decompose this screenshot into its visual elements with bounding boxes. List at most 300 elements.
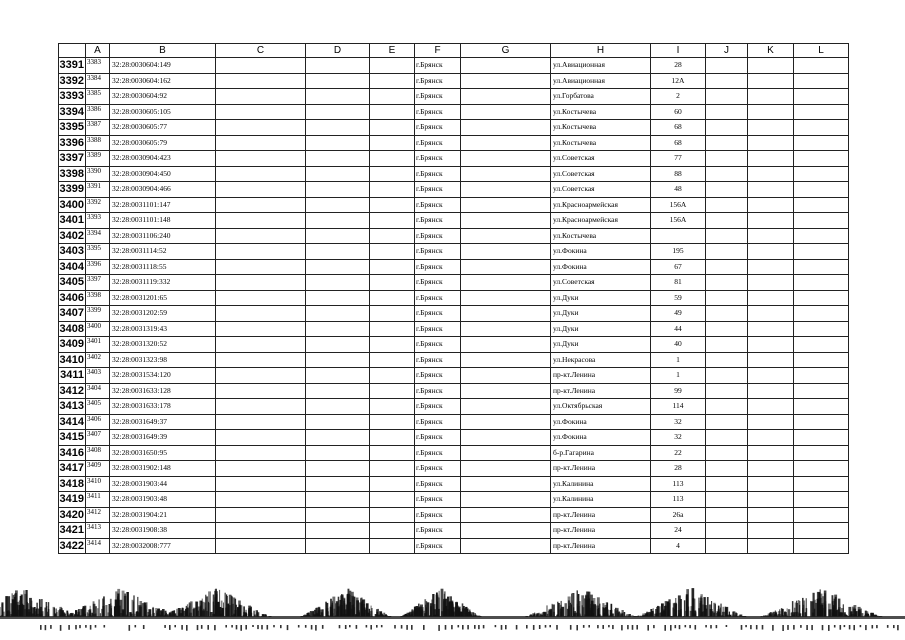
cell-h[interactable]: б-р.Гагарина — [551, 445, 651, 461]
cell-j[interactable] — [706, 244, 748, 260]
cell-d[interactable] — [306, 383, 370, 399]
cell-j[interactable] — [706, 399, 748, 415]
cell-i[interactable]: 4 — [651, 538, 706, 554]
cell-b[interactable]: 32:28:0031903:48 — [110, 492, 216, 508]
cell-k[interactable] — [748, 120, 794, 136]
cell-a[interactable]: 3408 — [86, 445, 110, 461]
cell-k[interactable] — [748, 430, 794, 446]
row-number-header[interactable]: 3395 — [59, 121, 84, 134]
cell-c[interactable] — [216, 213, 306, 229]
cell-c[interactable] — [216, 120, 306, 136]
cell-d[interactable] — [306, 337, 370, 353]
row-number-header[interactable]: 3419 — [59, 493, 84, 506]
cell-d[interactable] — [306, 58, 370, 74]
cell-e[interactable] — [370, 135, 415, 151]
cell-g[interactable] — [461, 337, 551, 353]
cell-c[interactable] — [216, 290, 306, 306]
cell-l[interactable] — [794, 461, 849, 477]
cell-l[interactable] — [794, 306, 849, 322]
column-header-b[interactable]: B — [110, 44, 216, 58]
cell-l[interactable] — [794, 445, 849, 461]
cell-f[interactable]: г.Брянск — [415, 523, 461, 539]
cell-a[interactable]: 3390 — [86, 166, 110, 182]
cell-d[interactable] — [306, 166, 370, 182]
cell-e[interactable] — [370, 492, 415, 508]
cell-i[interactable]: 28 — [651, 461, 706, 477]
cell-d[interactable] — [306, 244, 370, 260]
cell-b[interactable]: 32:28:0031633:128 — [110, 383, 216, 399]
cell-h[interactable]: ул.Дуки — [551, 337, 651, 353]
cell-i[interactable]: 113 — [651, 476, 706, 492]
cell-c[interactable] — [216, 337, 306, 353]
row-number-header[interactable]: 3393 — [59, 90, 84, 103]
cell-h[interactable]: пр-кт.Ленина — [551, 538, 651, 554]
cell-d[interactable] — [306, 538, 370, 554]
cell-j[interactable] — [706, 151, 748, 167]
column-header-a[interactable]: A — [86, 44, 110, 58]
cell-b[interactable]: 32:28:0031649:39 — [110, 430, 216, 446]
cell-c[interactable] — [216, 306, 306, 322]
cell-b[interactable]: 32:28:0030604:149 — [110, 58, 216, 74]
cell-g[interactable] — [461, 492, 551, 508]
cell-i[interactable]: 156А — [651, 213, 706, 229]
cell-h[interactable]: ул.Фокина — [551, 244, 651, 260]
cell-f[interactable]: г.Брянск — [415, 538, 461, 554]
cell-k[interactable] — [748, 290, 794, 306]
cell-j[interactable] — [706, 197, 748, 213]
cell-k[interactable] — [748, 135, 794, 151]
cell-g[interactable] — [461, 89, 551, 105]
cell-h[interactable]: ул.Калинина — [551, 492, 651, 508]
cell-l[interactable] — [794, 414, 849, 430]
cell-f[interactable]: г.Брянск — [415, 290, 461, 306]
cell-b[interactable]: 32:28:0031101:147 — [110, 197, 216, 213]
cell-f[interactable]: г.Брянск — [415, 89, 461, 105]
cell-i[interactable]: 1 — [651, 368, 706, 384]
cell-l[interactable] — [794, 492, 849, 508]
cell-d[interactable] — [306, 213, 370, 229]
cell-g[interactable] — [461, 368, 551, 384]
cell-g[interactable] — [461, 352, 551, 368]
cell-k[interactable] — [748, 461, 794, 477]
cell-j[interactable] — [706, 73, 748, 89]
cell-c[interactable] — [216, 58, 306, 74]
cell-k[interactable] — [748, 166, 794, 182]
row-number-header[interactable]: 3422 — [59, 539, 84, 552]
cell-h[interactable]: ул.Фокина — [551, 259, 651, 275]
cell-d[interactable] — [306, 135, 370, 151]
cell-b[interactable]: 32:28:0031319:43 — [110, 321, 216, 337]
cell-b[interactable]: 32:28:0031202:59 — [110, 306, 216, 322]
cell-b[interactable]: 32:28:0031201:65 — [110, 290, 216, 306]
cell-a[interactable]: 3414 — [86, 538, 110, 554]
cell-b[interactable]: 32:28:0031534:120 — [110, 368, 216, 384]
cell-i[interactable]: 156А — [651, 197, 706, 213]
cell-k[interactable] — [748, 399, 794, 415]
cell-i[interactable]: 114 — [651, 399, 706, 415]
cell-f[interactable]: г.Брянск — [415, 197, 461, 213]
cell-d[interactable] — [306, 352, 370, 368]
column-header-g[interactable]: G — [461, 44, 551, 58]
cell-j[interactable] — [706, 383, 748, 399]
cell-d[interactable] — [306, 476, 370, 492]
cell-j[interactable] — [706, 523, 748, 539]
cell-c[interactable] — [216, 228, 306, 244]
cell-j[interactable] — [706, 430, 748, 446]
cell-k[interactable] — [748, 259, 794, 275]
cell-a[interactable]: 3384 — [86, 73, 110, 89]
cell-a[interactable]: 3386 — [86, 104, 110, 120]
cell-i[interactable]: 195 — [651, 244, 706, 260]
cell-i[interactable]: 81 — [651, 275, 706, 291]
cell-l[interactable] — [794, 368, 849, 384]
cell-c[interactable] — [216, 135, 306, 151]
column-header-h[interactable]: H — [551, 44, 651, 58]
cell-l[interactable] — [794, 73, 849, 89]
cell-g[interactable] — [461, 383, 551, 399]
cell-j[interactable] — [706, 275, 748, 291]
cell-d[interactable] — [306, 73, 370, 89]
cell-e[interactable] — [370, 414, 415, 430]
cell-g[interactable] — [461, 461, 551, 477]
cell-f[interactable]: г.Брянск — [415, 492, 461, 508]
cell-c[interactable] — [216, 89, 306, 105]
cell-i[interactable]: 67 — [651, 259, 706, 275]
cell-h[interactable]: ул.Фокина — [551, 414, 651, 430]
cell-j[interactable] — [706, 538, 748, 554]
cell-k[interactable] — [748, 538, 794, 554]
cell-h[interactable]: ул.Горбатова — [551, 89, 651, 105]
cell-e[interactable] — [370, 182, 415, 198]
cell-e[interactable] — [370, 120, 415, 136]
cell-g[interactable] — [461, 290, 551, 306]
cell-g[interactable] — [461, 197, 551, 213]
cell-b[interactable]: 32:28:0030904:423 — [110, 151, 216, 167]
cell-l[interactable] — [794, 383, 849, 399]
cell-l[interactable] — [794, 430, 849, 446]
cell-c[interactable] — [216, 461, 306, 477]
cell-f[interactable]: г.Брянск — [415, 244, 461, 260]
cell-d[interactable] — [306, 290, 370, 306]
cell-g[interactable] — [461, 182, 551, 198]
cell-j[interactable] — [706, 89, 748, 105]
cell-a[interactable]: 3411 — [86, 492, 110, 508]
row-number-header[interactable]: 3401 — [59, 214, 84, 227]
cell-k[interactable] — [748, 383, 794, 399]
cell-b[interactable]: 32:28:0031650:95 — [110, 445, 216, 461]
cell-i[interactable]: 32 — [651, 414, 706, 430]
cell-a[interactable]: 3394 — [86, 228, 110, 244]
cell-f[interactable]: г.Брянск — [415, 151, 461, 167]
row-number-header[interactable]: 3415 — [59, 431, 84, 444]
cell-b[interactable]: 32:28:0030604:92 — [110, 89, 216, 105]
cell-j[interactable] — [706, 120, 748, 136]
cell-e[interactable] — [370, 58, 415, 74]
cell-c[interactable] — [216, 368, 306, 384]
cell-f[interactable]: г.Брянск — [415, 182, 461, 198]
cell-i[interactable]: 60 — [651, 104, 706, 120]
corner-cell[interactable] — [59, 44, 86, 58]
cell-i[interactable]: 44 — [651, 321, 706, 337]
cell-e[interactable] — [370, 104, 415, 120]
cell-b[interactable]: 32:28:0031903:44 — [110, 476, 216, 492]
cell-f[interactable]: г.Брянск — [415, 259, 461, 275]
cell-k[interactable] — [748, 414, 794, 430]
cell-j[interactable] — [706, 321, 748, 337]
cell-k[interactable] — [748, 492, 794, 508]
cell-g[interactable] — [461, 476, 551, 492]
cell-a[interactable]: 3391 — [86, 182, 110, 198]
cell-a[interactable]: 3392 — [86, 197, 110, 213]
cell-e[interactable] — [370, 259, 415, 275]
cell-f[interactable]: г.Брянск — [415, 120, 461, 136]
cell-g[interactable] — [461, 151, 551, 167]
cell-e[interactable] — [370, 399, 415, 415]
cell-f[interactable]: г.Брянск — [415, 104, 461, 120]
cell-g[interactable] — [461, 445, 551, 461]
cell-a[interactable]: 3410 — [86, 476, 110, 492]
cell-h[interactable]: ул.Дуки — [551, 321, 651, 337]
cell-d[interactable] — [306, 89, 370, 105]
row-number-header[interactable]: 3412 — [59, 384, 84, 397]
cell-g[interactable] — [461, 58, 551, 74]
cell-g[interactable] — [461, 523, 551, 539]
cell-e[interactable] — [370, 166, 415, 182]
cell-e[interactable] — [370, 383, 415, 399]
cell-h[interactable]: ул.Советская — [551, 182, 651, 198]
cell-f[interactable]: г.Брянск — [415, 399, 461, 415]
cell-a[interactable]: 3395 — [86, 244, 110, 260]
cell-a[interactable]: 3389 — [86, 151, 110, 167]
cell-a[interactable]: 3409 — [86, 461, 110, 477]
cell-e[interactable] — [370, 523, 415, 539]
cell-d[interactable] — [306, 368, 370, 384]
cell-k[interactable] — [748, 182, 794, 198]
cell-e[interactable] — [370, 352, 415, 368]
cell-k[interactable] — [748, 89, 794, 105]
row-number-header[interactable]: 3392 — [59, 74, 84, 87]
cell-l[interactable] — [794, 151, 849, 167]
cell-c[interactable] — [216, 476, 306, 492]
cell-k[interactable] — [748, 73, 794, 89]
cell-j[interactable] — [706, 104, 748, 120]
cell-k[interactable] — [748, 337, 794, 353]
cell-j[interactable] — [706, 492, 748, 508]
cell-a[interactable]: 3398 — [86, 290, 110, 306]
cell-d[interactable] — [306, 492, 370, 508]
cell-l[interactable] — [794, 135, 849, 151]
cell-l[interactable] — [794, 275, 849, 291]
cell-l[interactable] — [794, 120, 849, 136]
cell-e[interactable] — [370, 290, 415, 306]
cell-e[interactable] — [370, 507, 415, 523]
cell-c[interactable] — [216, 523, 306, 539]
cell-g[interactable] — [461, 275, 551, 291]
cell-f[interactable]: г.Брянск — [415, 166, 461, 182]
cell-f[interactable]: г.Брянск — [415, 352, 461, 368]
cell-j[interactable] — [706, 290, 748, 306]
cell-h[interactable]: ул.Красноармейская — [551, 197, 651, 213]
cell-k[interactable] — [748, 321, 794, 337]
cell-l[interactable] — [794, 321, 849, 337]
cell-j[interactable] — [706, 259, 748, 275]
cell-a[interactable]: 3412 — [86, 507, 110, 523]
cell-i[interactable]: 1 — [651, 352, 706, 368]
cell-i[interactable]: 22 — [651, 445, 706, 461]
cell-l[interactable] — [794, 104, 849, 120]
cell-i[interactable]: 2 — [651, 89, 706, 105]
cell-i[interactable]: 12А — [651, 73, 706, 89]
cell-b[interactable]: 32:28:0031904:21 — [110, 507, 216, 523]
cell-b[interactable]: 32:28:0031649:37 — [110, 414, 216, 430]
cell-j[interactable] — [706, 228, 748, 244]
cell-j[interactable] — [706, 368, 748, 384]
cell-h[interactable]: пр-кт.Ленина — [551, 368, 651, 384]
cell-b[interactable]: 32:28:0030605:77 — [110, 120, 216, 136]
cell-a[interactable]: 3397 — [86, 275, 110, 291]
cell-h[interactable]: ул.Красноармейская — [551, 213, 651, 229]
cell-c[interactable] — [216, 445, 306, 461]
cell-l[interactable] — [794, 476, 849, 492]
cell-i[interactable]: 28 — [651, 58, 706, 74]
cell-h[interactable]: ул.Советская — [551, 166, 651, 182]
row-number-header[interactable]: 3397 — [59, 152, 84, 165]
cell-c[interactable] — [216, 275, 306, 291]
cell-c[interactable] — [216, 104, 306, 120]
cell-c[interactable] — [216, 399, 306, 415]
row-number-header[interactable]: 3418 — [59, 477, 84, 490]
cell-b[interactable]: 32:28:0031320:52 — [110, 337, 216, 353]
cell-a[interactable]: 3402 — [86, 352, 110, 368]
cell-e[interactable] — [370, 228, 415, 244]
cell-a[interactable]: 3413 — [86, 523, 110, 539]
row-number-header[interactable]: 3414 — [59, 415, 84, 428]
cell-a[interactable]: 3396 — [86, 259, 110, 275]
column-header-j[interactable]: J — [706, 44, 748, 58]
cell-h[interactable]: ул.Советская — [551, 151, 651, 167]
cell-e[interactable] — [370, 461, 415, 477]
cell-k[interactable] — [748, 275, 794, 291]
cell-g[interactable] — [461, 259, 551, 275]
cell-f[interactable]: г.Брянск — [415, 321, 461, 337]
cell-e[interactable] — [370, 306, 415, 322]
cell-b[interactable]: 32:28:0030605:79 — [110, 135, 216, 151]
cell-d[interactable] — [306, 430, 370, 446]
cell-h[interactable]: ул.Костычева — [551, 135, 651, 151]
cell-f[interactable]: г.Брянск — [415, 135, 461, 151]
cell-k[interactable] — [748, 151, 794, 167]
row-number-header[interactable]: 3411 — [60, 369, 84, 382]
row-number-header[interactable]: 3410 — [59, 353, 84, 366]
cell-h[interactable]: пр-кт.Ленина — [551, 507, 651, 523]
cell-f[interactable]: г.Брянск — [415, 275, 461, 291]
cell-c[interactable] — [216, 430, 306, 446]
cell-l[interactable] — [794, 259, 849, 275]
cell-b[interactable]: 32:28:0030605:105 — [110, 104, 216, 120]
cell-g[interactable] — [461, 399, 551, 415]
row-number-header[interactable]: 3391 — [59, 59, 84, 72]
cell-h[interactable]: ул.Костычева — [551, 104, 651, 120]
cell-g[interactable] — [461, 538, 551, 554]
cell-h[interactable]: ул.Некрасова — [551, 352, 651, 368]
cell-c[interactable] — [216, 244, 306, 260]
column-header-f[interactable]: F — [415, 44, 461, 58]
row-number-header[interactable]: 3408 — [59, 322, 84, 335]
cell-b[interactable]: 32:28:0031118:55 — [110, 259, 216, 275]
cell-f[interactable]: г.Брянск — [415, 306, 461, 322]
cell-j[interactable] — [706, 337, 748, 353]
cell-g[interactable] — [461, 166, 551, 182]
cell-h[interactable]: ул.Авиационная — [551, 58, 651, 74]
cell-a[interactable]: 3404 — [86, 383, 110, 399]
cell-d[interactable] — [306, 507, 370, 523]
cell-l[interactable] — [794, 523, 849, 539]
cell-g[interactable] — [461, 73, 551, 89]
cell-l[interactable] — [794, 182, 849, 198]
cell-f[interactable]: г.Брянск — [415, 430, 461, 446]
cell-b[interactable]: 32:28:0031101:148 — [110, 213, 216, 229]
cell-k[interactable] — [748, 445, 794, 461]
cell-d[interactable] — [306, 445, 370, 461]
cell-l[interactable] — [794, 89, 849, 105]
cell-f[interactable]: г.Брянск — [415, 368, 461, 384]
cell-a[interactable]: 3406 — [86, 414, 110, 430]
cell-i[interactable]: 99 — [651, 383, 706, 399]
cell-h[interactable]: ул.Авиационная — [551, 73, 651, 89]
cell-g[interactable] — [461, 135, 551, 151]
row-number-header[interactable]: 3398 — [59, 167, 84, 180]
cell-k[interactable] — [748, 104, 794, 120]
cell-c[interactable] — [216, 166, 306, 182]
cell-f[interactable]: г.Брянск — [415, 445, 461, 461]
cell-d[interactable] — [306, 182, 370, 198]
cell-b[interactable]: 32:28:0031908:38 — [110, 523, 216, 539]
cell-i[interactable]: 26а — [651, 507, 706, 523]
cell-f[interactable]: г.Брянск — [415, 461, 461, 477]
cell-d[interactable] — [306, 275, 370, 291]
cell-e[interactable] — [370, 538, 415, 554]
cell-e[interactable] — [370, 321, 415, 337]
cell-f[interactable]: г.Брянск — [415, 58, 461, 74]
cell-e[interactable] — [370, 197, 415, 213]
cell-k[interactable] — [748, 197, 794, 213]
cell-j[interactable] — [706, 135, 748, 151]
cell-g[interactable] — [461, 104, 551, 120]
cell-j[interactable] — [706, 352, 748, 368]
cell-l[interactable] — [794, 197, 849, 213]
cell-k[interactable] — [748, 244, 794, 260]
row-number-header[interactable]: 3394 — [59, 105, 84, 118]
cell-d[interactable] — [306, 306, 370, 322]
row-number-header[interactable]: 3400 — [59, 198, 84, 211]
row-number-header[interactable]: 3421 — [59, 524, 84, 537]
row-number-header[interactable]: 3409 — [59, 338, 84, 351]
row-number-header[interactable]: 3402 — [59, 229, 84, 242]
cell-k[interactable] — [748, 306, 794, 322]
column-header-d[interactable]: D — [306, 44, 370, 58]
row-number-header[interactable]: 3417 — [59, 462, 84, 475]
cell-e[interactable] — [370, 73, 415, 89]
cell-a[interactable]: 3388 — [86, 135, 110, 151]
cell-d[interactable] — [306, 523, 370, 539]
cell-j[interactable] — [706, 476, 748, 492]
cell-h[interactable]: ул.Костычева — [551, 120, 651, 136]
cell-d[interactable] — [306, 120, 370, 136]
column-header-k[interactable]: K — [748, 44, 794, 58]
row-number-header[interactable]: 3403 — [59, 245, 84, 258]
cell-l[interactable] — [794, 244, 849, 260]
cell-a[interactable]: 3405 — [86, 399, 110, 415]
